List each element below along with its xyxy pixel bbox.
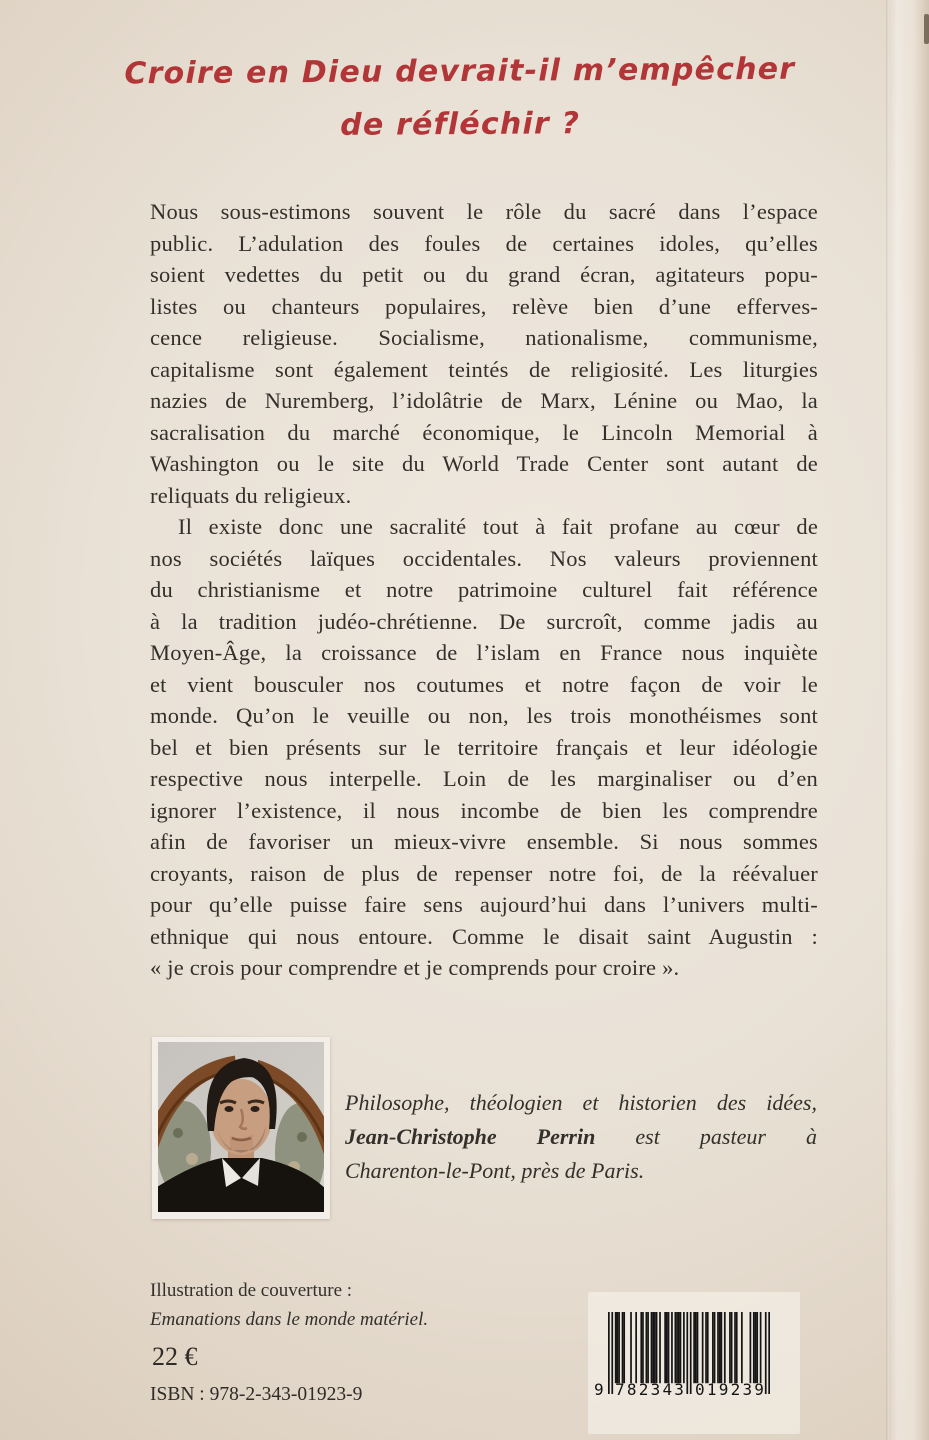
text-line: monde. Qu’on le veuille ou non, les trois monothéismes sont: [150, 703, 818, 728]
barcode-digit: 7: [615, 1380, 625, 1399]
barcode-digit: 9: [754, 1380, 764, 1399]
barcode-digit: 9: [718, 1380, 729, 1399]
barcode-digit: 3: [742, 1380, 753, 1399]
bio-text: Philosophe, théologien et historien des idées,: [345, 1090, 817, 1115]
barcode-bar: [712, 1312, 714, 1383]
background-sliver: [924, 14, 929, 44]
barcode-bar: [656, 1312, 658, 1383]
paragraph: [150, 511, 818, 984]
barcode-bar: [705, 1312, 707, 1383]
barcode-digit: 1: [706, 1380, 717, 1399]
barcode-digit-group-2: [695, 1380, 764, 1399]
barcode-digit: 3: [650, 1380, 661, 1399]
author-name: Jean-Christophe Perrin: [345, 1124, 596, 1149]
barcode-bar: [729, 1312, 731, 1383]
cover-credits: [150, 1280, 428, 1331]
barcode-bar: [678, 1312, 680, 1383]
text-line: soient vedettes du petit ou du grand écran, agitateurs popu-: [150, 262, 818, 287]
barcode-bar: [630, 1312, 632, 1383]
synopsis-text: [150, 196, 818, 984]
paragraph: [150, 196, 818, 511]
barcode-bar: [717, 1312, 719, 1383]
text-line: sacralisation du marché économique, le Lincoln Memorial à: [150, 419, 818, 445]
text-line: Washington ou le site du World Trade Center sont autant de: [150, 451, 818, 476]
text-line: à la tradition judéo-chrétienne. De surcroît, comme jadis au: [150, 608, 818, 634]
barcode-bar: [618, 1312, 620, 1383]
credits-work-title: Emanations dans le monde matériel.: [150, 1309, 429, 1330]
text-line: public. L’adulation des foules de certaines idoles, qu’elles: [150, 230, 818, 256]
barcode-bar: [676, 1312, 678, 1383]
barcode-bar: [666, 1312, 668, 1383]
barcode: [594, 1312, 770, 1412]
barcode-digit: 3: [674, 1380, 684, 1399]
title-line-2: de réfléchir ?: [340, 106, 581, 143]
text-line: « je crois pour comprendre et je comprends pour croire ».: [150, 955, 680, 980]
author-photo: [152, 1037, 330, 1219]
barcode-bar: [675, 1312, 677, 1383]
barcode-bar: [635, 1312, 637, 1383]
barcode-bar: [654, 1312, 656, 1383]
barcode-bar: [760, 1312, 762, 1383]
text-line: cence religieuse. Socialisme, nationalisme, communisme,: [150, 325, 818, 350]
page-edge-highlight: [889, 0, 929, 1440]
barcode-digit-group-1: [615, 1380, 684, 1399]
text-line: ignorer l’existence, il nous incombe de bien les comprendre: [150, 797, 818, 823]
text-line: Il existe donc une sacralité tout à fait profane au cœur de: [178, 514, 818, 539]
barcode-bar: [741, 1312, 743, 1383]
text-line: pour qu’elle puisse faire sens aujourd’hui dans l’univers multi-: [150, 892, 818, 917]
barcode-bar: [651, 1312, 653, 1383]
barcode-bar: [734, 1312, 736, 1383]
credits-label: Illustration de couverture :: [150, 1280, 353, 1301]
barcode-bar: [750, 1312, 752, 1383]
isbn-label: ISBN : 978-2-343-01923-9: [150, 1384, 363, 1405]
barcode-digit: 2: [730, 1380, 741, 1399]
barcode-bar: [721, 1312, 723, 1383]
barcode-bar: [646, 1312, 648, 1383]
text-line: nazies de Nuremberg, l’idolâtrie de Marx, Lénine ou Mao, la: [150, 388, 818, 413]
barcode-bar: [695, 1312, 697, 1383]
barcode-digit: 0: [695, 1380, 705, 1399]
barcode-bar: [693, 1312, 695, 1383]
barcode-bar: [702, 1312, 704, 1383]
barcode-bar: [731, 1312, 733, 1383]
barcode-bar: [680, 1312, 682, 1383]
barcode-lead-digit: 9: [594, 1380, 604, 1399]
text-line: Moyen-Âge, la croissance de l’islam en France nous inquiète: [150, 640, 818, 665]
barcode-bar: [724, 1312, 726, 1383]
barcode-bar: [622, 1312, 624, 1383]
barcode-digit: 8: [626, 1380, 637, 1399]
bio-line: [345, 1154, 817, 1188]
text-line: ethnique qui nous entoure. Comme le disait saint Augustin :: [150, 923, 818, 949]
barcode-bar: [615, 1312, 617, 1383]
barcode-digits: [594, 1380, 770, 1400]
book-title: [60, 51, 861, 145]
barcode-bar: [659, 1312, 661, 1383]
text-line: croyants, raison de plus de repenser notre foi, de la réévaluer: [150, 860, 818, 886]
text-line: afin de favoriser un mieux-vivre ensemble. Si nous sommes: [150, 829, 818, 854]
barcode-bar: [707, 1312, 709, 1383]
barcode-bar: [755, 1312, 757, 1383]
barcode-bar: [617, 1312, 619, 1383]
barcode-bar: [683, 1312, 685, 1383]
bio-text: Charenton-le-Pont, près de Paris.: [345, 1158, 645, 1183]
author-bio: [345, 1086, 817, 1188]
barcode-bar: [753, 1312, 755, 1383]
barcode-bar: [642, 1312, 644, 1383]
barcode-bar: [668, 1312, 670, 1383]
barcode-bar: [647, 1312, 649, 1383]
text-line: nos sociétés laïques occidentales. Nos valeurs proviennent: [150, 545, 818, 571]
text-line: bel et bien présents sur le territoire français et leur idéologie: [150, 734, 818, 760]
text-line: listes ou chanteurs populaires, relève bien d’une efferves-: [150, 293, 818, 319]
bio-line: [345, 1086, 817, 1120]
barcode-bar: [697, 1312, 699, 1383]
text-line: et vient bousculer nos coutumes et notre façon de voir le: [150, 671, 818, 697]
barcode-bar: [714, 1312, 716, 1383]
text-line: du christianisme et notre patrimoine culturel fait référence: [150, 577, 818, 602]
barcode-digit: 2: [638, 1380, 649, 1399]
text-line: respective nous interpelle. Loin de les marginaliser ou d’en: [150, 766, 818, 791]
barcode-bar: [664, 1312, 666, 1383]
text-line: Nous sous-estimons souvent le rôle du sacré dans l’espace: [150, 199, 818, 224]
bio-line: [345, 1120, 817, 1154]
barcode-bar: [640, 1312, 642, 1383]
barcode-bar: [623, 1312, 625, 1383]
author-portrait-illustration: [152, 1037, 330, 1219]
barcode-bar: [756, 1312, 758, 1383]
bio-text: est pasteur à: [595, 1124, 817, 1149]
barcode-bar: [671, 1312, 673, 1383]
barcode-bar: [719, 1312, 721, 1383]
barcode-digit: 4: [662, 1380, 673, 1399]
text-line: reliquats du religieux.: [150, 482, 352, 508]
barcode-bar: [736, 1312, 738, 1383]
text-line: capitalisme sont également teintés de religiosité. Les liturgies: [150, 356, 818, 382]
title-line-1: Croire en Dieu devrait-il m’empêcher: [124, 51, 796, 92]
barcode-bar: [652, 1312, 654, 1383]
price-label: 22 €: [152, 1342, 198, 1371]
